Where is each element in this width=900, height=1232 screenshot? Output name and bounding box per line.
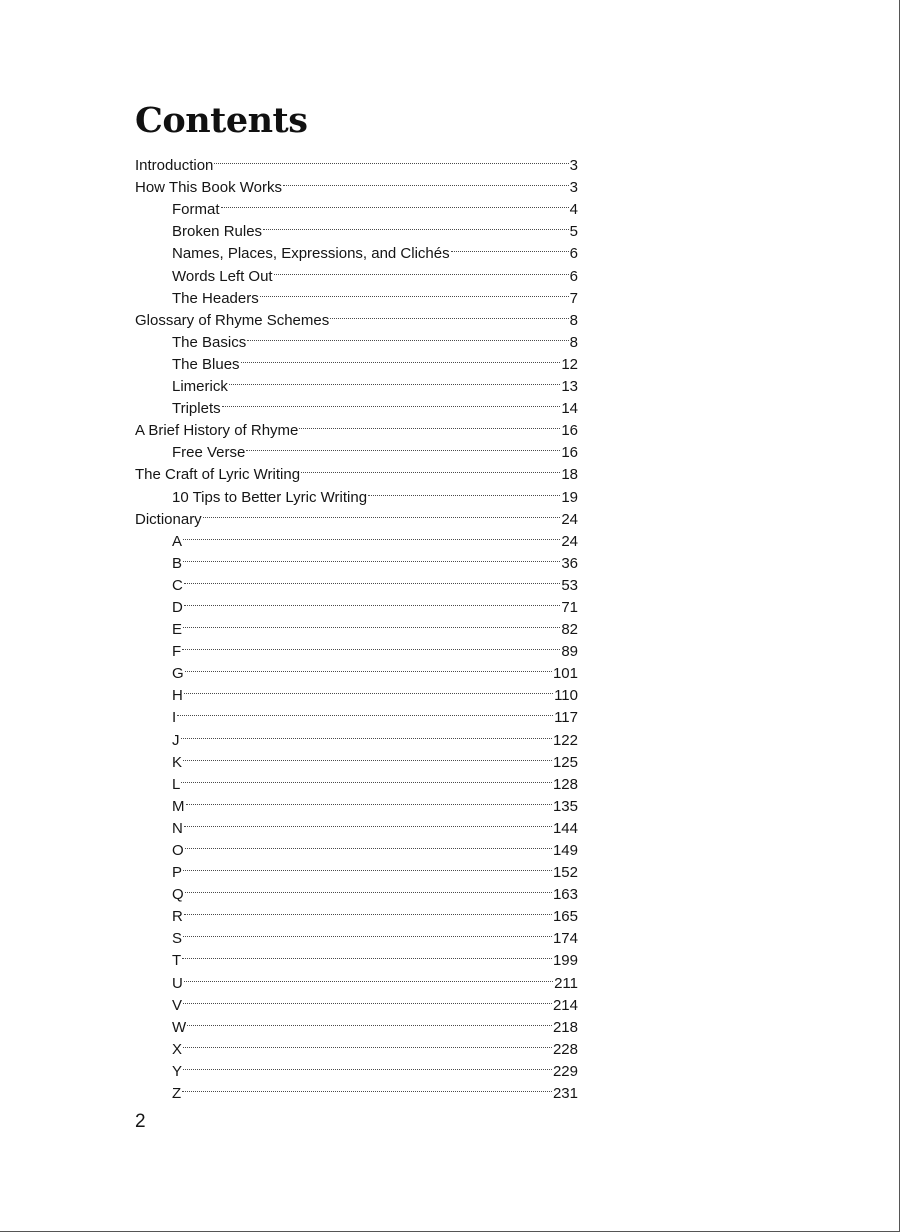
toc-entry-page-number: 6 xyxy=(569,245,578,263)
toc-entry-page-number: 3 xyxy=(569,179,578,197)
dot-leader xyxy=(247,325,568,347)
toc-entry-page-number: 14 xyxy=(561,400,578,418)
dot-leader xyxy=(184,590,560,612)
toc-entry-label: Q xyxy=(172,886,184,904)
dot-leader xyxy=(274,258,569,280)
toc-entry xyxy=(135,524,578,550)
toc-entry xyxy=(135,811,578,837)
dot-leader xyxy=(203,502,561,524)
toc-entry xyxy=(135,943,578,970)
dot-leader xyxy=(221,192,569,214)
dot-leader xyxy=(263,214,569,236)
toc-entry-label: How This Book Works xyxy=(135,179,282,197)
dot-leader xyxy=(187,1010,552,1032)
toc-entry-page-number: 24 xyxy=(561,532,578,550)
toc-entry-page-number: 18 xyxy=(561,466,578,484)
toc-entry-label: Z xyxy=(172,1085,182,1103)
dot-leader xyxy=(183,988,552,1010)
dot-leader xyxy=(177,700,553,722)
toc-entry-label: W xyxy=(172,1018,187,1036)
toc-entry-label: Format xyxy=(172,201,220,219)
toc-entry xyxy=(135,767,578,793)
toc-entry-label: G xyxy=(172,665,184,683)
toc-entry-page-number: 16 xyxy=(561,422,578,440)
toc-entry-page-number: 24 xyxy=(561,510,578,528)
toc-entry-page-number: 53 xyxy=(561,576,578,594)
toc-entry xyxy=(135,1054,578,1080)
toc-entry-page-number: 7 xyxy=(569,289,578,307)
toc-entry-label: C xyxy=(172,576,183,594)
page-number: 2 xyxy=(135,1111,146,1132)
toc-entry-label: Introduction xyxy=(135,157,214,175)
toc-entry xyxy=(135,1032,578,1058)
dot-leader xyxy=(451,236,569,258)
dot-leader xyxy=(246,435,560,457)
dot-leader xyxy=(260,281,569,303)
toc-entry xyxy=(135,988,578,1014)
toc-entry xyxy=(135,1010,578,1036)
toc-entry-label: Triplets xyxy=(172,400,221,418)
table-of-contents xyxy=(135,148,578,1103)
dot-leader xyxy=(182,634,560,656)
toc-entry-label: X xyxy=(172,1040,183,1058)
toc-entry-label: U xyxy=(172,974,183,992)
toc-entry xyxy=(135,678,578,705)
dot-leader xyxy=(214,148,568,170)
dot-leader xyxy=(183,1032,552,1054)
dot-leader xyxy=(183,855,552,877)
toc-entry-page-number: 218 xyxy=(552,1018,578,1036)
toc-entry-page-number: 19 xyxy=(561,488,578,506)
toc-entry-label: Glossary of Rhyme Schemes xyxy=(135,311,330,329)
toc-entry xyxy=(135,700,578,727)
toc-entry-label: Limerick xyxy=(172,378,228,396)
dot-leader xyxy=(330,303,568,325)
toc-entry-label: A Brief History of Rhyme xyxy=(135,422,299,440)
page-title: Contents xyxy=(135,100,308,141)
toc-entry-page-number: 5 xyxy=(569,223,578,241)
dot-leader xyxy=(184,965,553,987)
toc-entry-label: Free Verse xyxy=(172,444,246,462)
toc-entry-page-number: 122 xyxy=(552,731,578,749)
toc-entry xyxy=(135,656,578,683)
dot-leader xyxy=(183,612,560,634)
toc-entry xyxy=(135,877,578,904)
toc-entry-page-number: 110 xyxy=(554,687,578,705)
dot-leader xyxy=(183,1054,552,1076)
toc-entry xyxy=(135,546,578,572)
toc-entry xyxy=(135,833,578,859)
toc-entry-label: F xyxy=(172,643,182,661)
toc-entry xyxy=(135,568,578,594)
toc-entry-label: B xyxy=(172,554,183,572)
toc-entry-page-number: 82 xyxy=(561,621,578,639)
dot-leader xyxy=(183,745,552,767)
toc-entry-page-number: 36 xyxy=(561,554,578,572)
dot-leader xyxy=(186,789,552,811)
toc-entry-page-number: 135 xyxy=(552,797,578,815)
toc-entry-label: P xyxy=(172,864,183,882)
toc-entry xyxy=(135,148,578,175)
dot-leader xyxy=(184,678,553,700)
dot-leader xyxy=(184,568,560,590)
toc-entry-page-number: 229 xyxy=(552,1062,578,1080)
toc-entry-label: A xyxy=(172,532,183,550)
toc-entry xyxy=(135,590,578,616)
dot-leader xyxy=(181,722,552,744)
dot-leader xyxy=(185,877,552,899)
toc-entry-label: R xyxy=(172,908,183,926)
dot-leader xyxy=(182,943,552,965)
dot-leader xyxy=(183,546,560,568)
toc-entry-page-number: 144 xyxy=(552,819,578,837)
dot-leader xyxy=(283,170,569,192)
toc-entry-page-number: 152 xyxy=(552,864,578,882)
toc-entry-label: Dictionary xyxy=(135,510,202,528)
toc-entry-page-number: 16 xyxy=(561,444,578,462)
toc-entry-page-number: 231 xyxy=(552,1085,578,1103)
toc-entry-label: M xyxy=(172,797,185,815)
toc-entry-page-number: 12 xyxy=(561,355,578,373)
toc-entry-page-number: 89 xyxy=(561,643,578,661)
dot-leader xyxy=(184,811,552,833)
dot-leader xyxy=(183,524,560,546)
toc-entry xyxy=(135,612,578,639)
toc-entry-label: D xyxy=(172,598,183,616)
toc-entry-page-number: 13 xyxy=(561,378,578,396)
dot-leader xyxy=(184,899,552,921)
toc-entry-page-number: 163 xyxy=(552,886,578,904)
toc-entry-page-number: 174 xyxy=(552,930,578,948)
dot-leader xyxy=(181,767,552,789)
dot-leader xyxy=(185,656,552,678)
toc-entry-label: Broken Rules xyxy=(172,223,263,241)
toc-entry xyxy=(135,899,578,926)
toc-entry-label: Words Left Out xyxy=(172,267,273,285)
toc-entry-label: E xyxy=(172,621,183,639)
dot-leader xyxy=(222,391,561,413)
toc-entry-page-number: 8 xyxy=(569,311,578,329)
toc-entry-label: I xyxy=(172,709,177,727)
dot-leader xyxy=(301,457,560,479)
toc-entry-label: V xyxy=(172,996,183,1014)
toc-entry-label: L xyxy=(172,775,181,793)
toc-entry-label: N xyxy=(172,819,183,837)
toc-entry xyxy=(135,745,578,771)
toc-entry-label: The Blues xyxy=(172,355,240,373)
toc-entry xyxy=(135,965,578,992)
toc-entry-page-number: 228 xyxy=(552,1040,578,1058)
toc-entry-label: S xyxy=(172,930,183,948)
toc-entry-page-number: 117 xyxy=(554,709,578,727)
toc-entry-label: O xyxy=(172,842,184,859)
dot-leader xyxy=(185,833,552,855)
toc-entry-label: 10 Tips to Better Lyric Writing xyxy=(172,488,368,506)
toc-entry xyxy=(135,1076,578,1103)
dot-leader xyxy=(241,347,561,369)
dot-leader xyxy=(229,369,560,391)
toc-entry-page-number: 214 xyxy=(552,996,578,1014)
dot-leader xyxy=(182,1076,552,1098)
toc-entry-page-number: 211 xyxy=(554,974,578,992)
toc-entry-label: K xyxy=(172,753,183,771)
dot-leader xyxy=(183,921,552,943)
toc-entry-page-number: 165 xyxy=(552,908,578,926)
toc-entry-page-number: 199 xyxy=(552,952,578,970)
dot-leader xyxy=(368,479,560,501)
toc-entry xyxy=(135,855,578,882)
toc-entry-page-number: 101 xyxy=(552,665,578,683)
toc-entry xyxy=(135,921,578,948)
toc-entry xyxy=(135,789,578,815)
toc-entry-page-number: 4 xyxy=(569,201,578,219)
toc-entry-label: J xyxy=(172,731,180,749)
toc-entry-label: Names, Places, Expressions, and Clichés xyxy=(172,245,450,263)
toc-entry-page-number: 6 xyxy=(569,267,578,285)
toc-entry-page-number: 125 xyxy=(552,753,578,771)
toc-entry-page-number: 3 xyxy=(569,157,578,175)
toc-entry-page-number: 8 xyxy=(569,333,578,351)
toc-entry-label: The Headers xyxy=(172,289,259,307)
toc-entry-label: H xyxy=(172,687,183,705)
dot-leader xyxy=(299,413,560,435)
toc-entry-label: The Craft of Lyric Writing xyxy=(135,466,301,484)
toc-entry xyxy=(135,634,578,661)
toc-entry-page-number: 149 xyxy=(552,842,578,859)
toc-entry-label: The Basics xyxy=(172,333,247,351)
toc-entry-page-number: 71 xyxy=(561,598,578,616)
toc-entry-label: T xyxy=(172,952,182,970)
toc-entry-page-number: 128 xyxy=(552,775,578,793)
toc-entry-label: Y xyxy=(172,1062,183,1080)
toc-entry xyxy=(135,722,578,749)
